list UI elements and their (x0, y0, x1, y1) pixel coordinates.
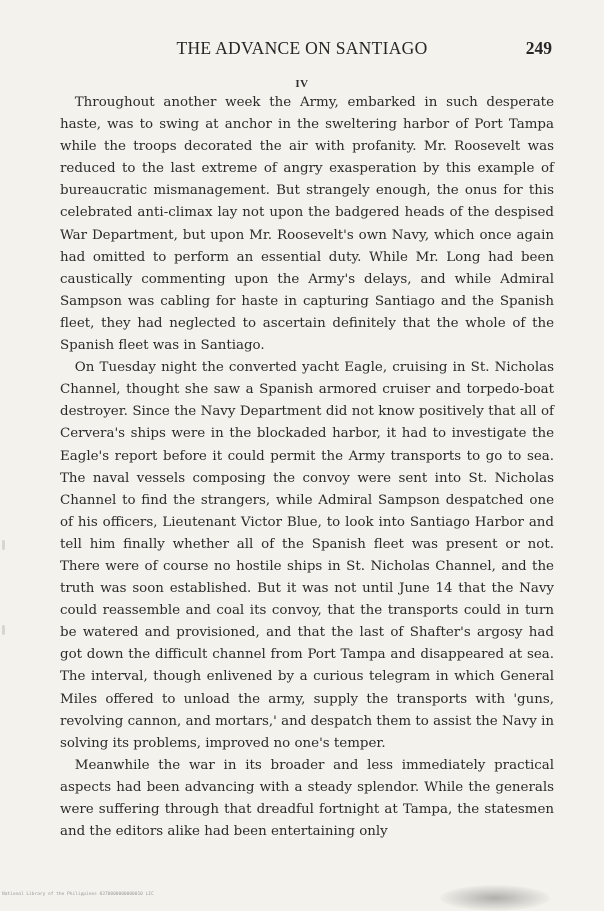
library-stamp: National Library of the Philippines 0370000000000010 LIC (2, 892, 154, 897)
scan-smudge (440, 885, 550, 911)
running-title: THE ADVANCE ON SANTIAGO (176, 38, 428, 58)
scan-speck (2, 625, 5, 635)
paragraph: Meanwhile the war in its broader and less immediately practical aspects had been advancing with a steady splendor. While the generals were suffering through that dreadful fortnight at Tampa, the statesmen and the editors alike had been entertaining only (60, 757, 554, 840)
scan-speck (2, 540, 5, 550)
section-number: IV (295, 78, 309, 90)
paragraph: On Tuesday night the converted yacht Eagle, cruising in St. Nicholas Channel, thought she saw a Spanish armored cruiser and torpedo-boat destroyer. Since the Navy Department did not know positively that all of Cervera's ships were in the blockaded harbor, it had to investigate the Eagle's report before it could permit the Army transports to go to sea. The naval vessels composing the convoy were sent into St. Nicholas Channel to find the strangers, while Admiral Sampson despatched one of his officers, Lieutenant Victor Blue, to look into Santiago Harbor and tell him finally whether all of the Spanish fleet was present or not. There were of course no hostile ships in St. Nicholas Channel, and the truth was soon established. But it was not until June 14 that the Navy could reassemble and coal its convoy, that the transports could in turn be watered and provisioned, and that the last of Shafter's argosy had got down the difficult channel from Port Tampa and disappeared at sea. The interval, though enlivened by a curious telegram in which General Miles offered to unload the army, supply the transports with 'guns, revolving cannon, and mortars,' and despatch them to assist the Navy in solving its problems, improved no one's temper. (60, 360, 554, 751)
page-number: 249 (525, 38, 552, 58)
body-text (60, 92, 554, 843)
paragraph: Throughout another week the Army, embarked in such desperate haste, was to swing at anchor in the sweltering harbor of Port Tampa while the troops decorated the air with profanity. Mr. Roosevelt was reduced to the last extreme of angry exasperation by this example of bureaucratic mismanagement. But strangely enough, the onus for this celebrated anti-climax lay not upon the badgered heads of the despised War Department, but upon Mr. Roosevelt's own Navy, which once again had omitted to perform an essential duty. While Mr. Long had been caustically commenting upon the Army's delays, and while Admiral Sampson was cabling for haste in capturing Santiago and the Spanish fleet, they had neglected to ascertain definitely that the whole of the Spanish fleet was in Santiago. (60, 95, 554, 354)
page-header (0, 38, 604, 60)
